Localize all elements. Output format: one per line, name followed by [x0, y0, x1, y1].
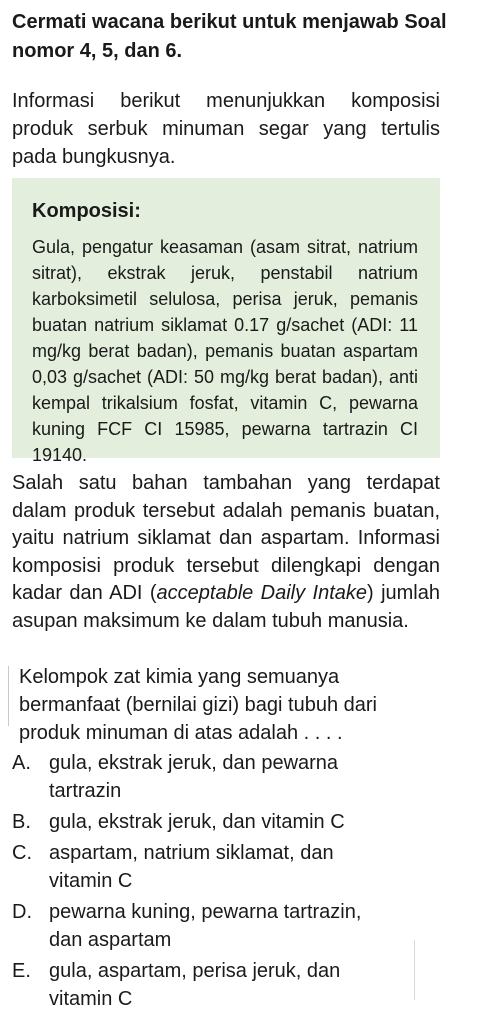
explanation-text-after: ) jumlah asupan maksimum ke dalam tubuh manusia.	[12, 582, 440, 632]
option-letter: B.	[12, 811, 31, 833]
option-text: gula, aspartam, perisa jeruk, dan vitamin C	[49, 960, 341, 1010]
explanation-italic-term: acceptable Daily Intake	[156, 582, 368, 604]
composition-title: Komposisi:	[32, 200, 141, 222]
answer-option-d[interactable]	[12, 898, 399, 954]
option-letter: E.	[12, 960, 31, 982]
option-text: aspartam, natrium siklamat, dan vitamin C	[49, 842, 334, 892]
option-letter: D.	[12, 901, 32, 923]
question-block	[12, 663, 416, 1016]
question-stem: Kelompok zat kimia yang semuanya bermanfaat (bernilai gizi) bagi tubuh dari produk minuman di atas adalah . . . .	[19, 666, 377, 744]
answer-options	[12, 749, 416, 1013]
answer-option-a[interactable]	[12, 749, 399, 805]
option-text: gula, ekstrak jeruk, dan pewarna tartrazin	[49, 752, 339, 802]
explanation-paragraph	[12, 470, 440, 635]
composition-text: Gula, pengatur keasaman (asam sitrat, natrium sitrat), ekstrak jeruk, penstabil natrium karboksimetil selulosa, perisa jeruk, pemanis buatan natrium siklamat 0.17 g/sachet (ADI: 11 mg/kg berat badan), pemanis buatan aspartam 0,03 g/sachet (ADI: 50 mg/kg berat badan), anti kempal trikalsium fosfat, vitamin C, pewarna kuning FCF CI 15985, pewarna tartrazin CI 19140.	[32, 237, 418, 465]
margin-rule	[8, 666, 9, 726]
option-text: gula, ekstrak jeruk, dan vitamin C	[49, 811, 345, 833]
reading-instruction: Cermati wacana berikut untuk menjawab Soal nomor 4, 5, dan 6.	[12, 11, 447, 62]
option-letter: C.	[12, 842, 32, 864]
explanation-text-before: Salah satu bahan tambahan yang terdapat dalam produk tersebut adalah pemanis buatan, yaitu natrium siklamat dan aspartam. Informasi komposisi produk tersebut dilengkapi dengan kadar dan ADI (	[12, 472, 440, 604]
option-text: pewarna kuning, pewarna tartrazin, dan aspartam	[49, 901, 362, 951]
answer-option-c[interactable]	[12, 839, 399, 895]
answer-option-b[interactable]	[12, 808, 399, 836]
intro-paragraph: Informasi berikut menunjukkan komposisi produk serbuk minuman segar yang tertulis pada bungkusnya.	[12, 90, 440, 168]
option-letter: A.	[12, 752, 31, 774]
answer-option-e[interactable]	[12, 957, 399, 1013]
composition-box	[12, 178, 440, 465]
